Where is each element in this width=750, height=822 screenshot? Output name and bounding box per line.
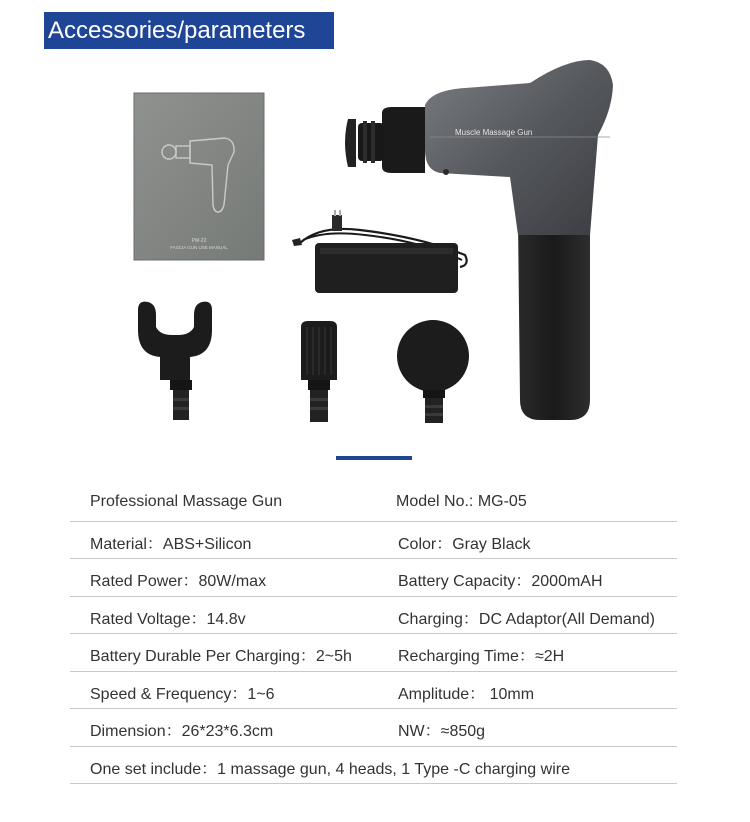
round-head (397, 320, 469, 423)
gun-label: Muscle Massage Gun (455, 128, 533, 137)
spec-speed-frequency: Speed & Frequency：1~6 (90, 685, 275, 703)
u-shaped-head (138, 302, 212, 420)
spec-row (70, 747, 677, 785)
spec-row (70, 559, 677, 597)
spec-rated-voltage: Rated Voltage：14.8v (90, 610, 246, 628)
spec-product-name: Professional Massage Gun (90, 493, 283, 510)
spec-material: Material：ABS+Silicon (90, 535, 252, 553)
spec-amplitude: Amplitude： 10mm (398, 685, 535, 703)
charger-adaptor (292, 210, 467, 293)
bullet-head (301, 321, 337, 422)
spec-row (70, 597, 677, 635)
spec-color: Color：Gray Black (398, 535, 531, 553)
spec-set-include: One set include：1 massage gun, 4 heads, 1 Type -C charging wire (90, 760, 570, 778)
spec-row (70, 484, 677, 522)
spec-row (70, 522, 677, 560)
spec-rated-power: Rated Power：80W/max (90, 573, 267, 590)
spec-table (70, 484, 677, 784)
section-divider (336, 456, 412, 460)
manual-subtitle: FASCIA GUN USE MANUAL (170, 245, 228, 250)
spec-battery-capacity: Battery Capacity：2000mAH (398, 573, 603, 590)
spec-net-weight: NW：≈850g (398, 723, 486, 740)
spec-model-no: Model No.: MG-05 (396, 493, 527, 510)
manual-title: PM-22 (191, 238, 207, 244)
spec-row (70, 634, 677, 672)
spec-battery-durable: Battery Durable Per Charging：2~5h (90, 648, 352, 665)
spec-recharging-time: Recharging Time：≈2H (398, 648, 565, 665)
spec-row (70, 709, 677, 747)
spec-row (70, 672, 677, 710)
user-manual (134, 93, 264, 260)
spec-dimension: Dimension：26*23*6.3cm (90, 723, 274, 740)
section-title: Accessories/parameters (44, 12, 334, 49)
spec-charging: Charging：DC Adaptor(All Demand) (398, 610, 656, 628)
massage-gun (345, 60, 613, 420)
product-photo (120, 55, 630, 430)
